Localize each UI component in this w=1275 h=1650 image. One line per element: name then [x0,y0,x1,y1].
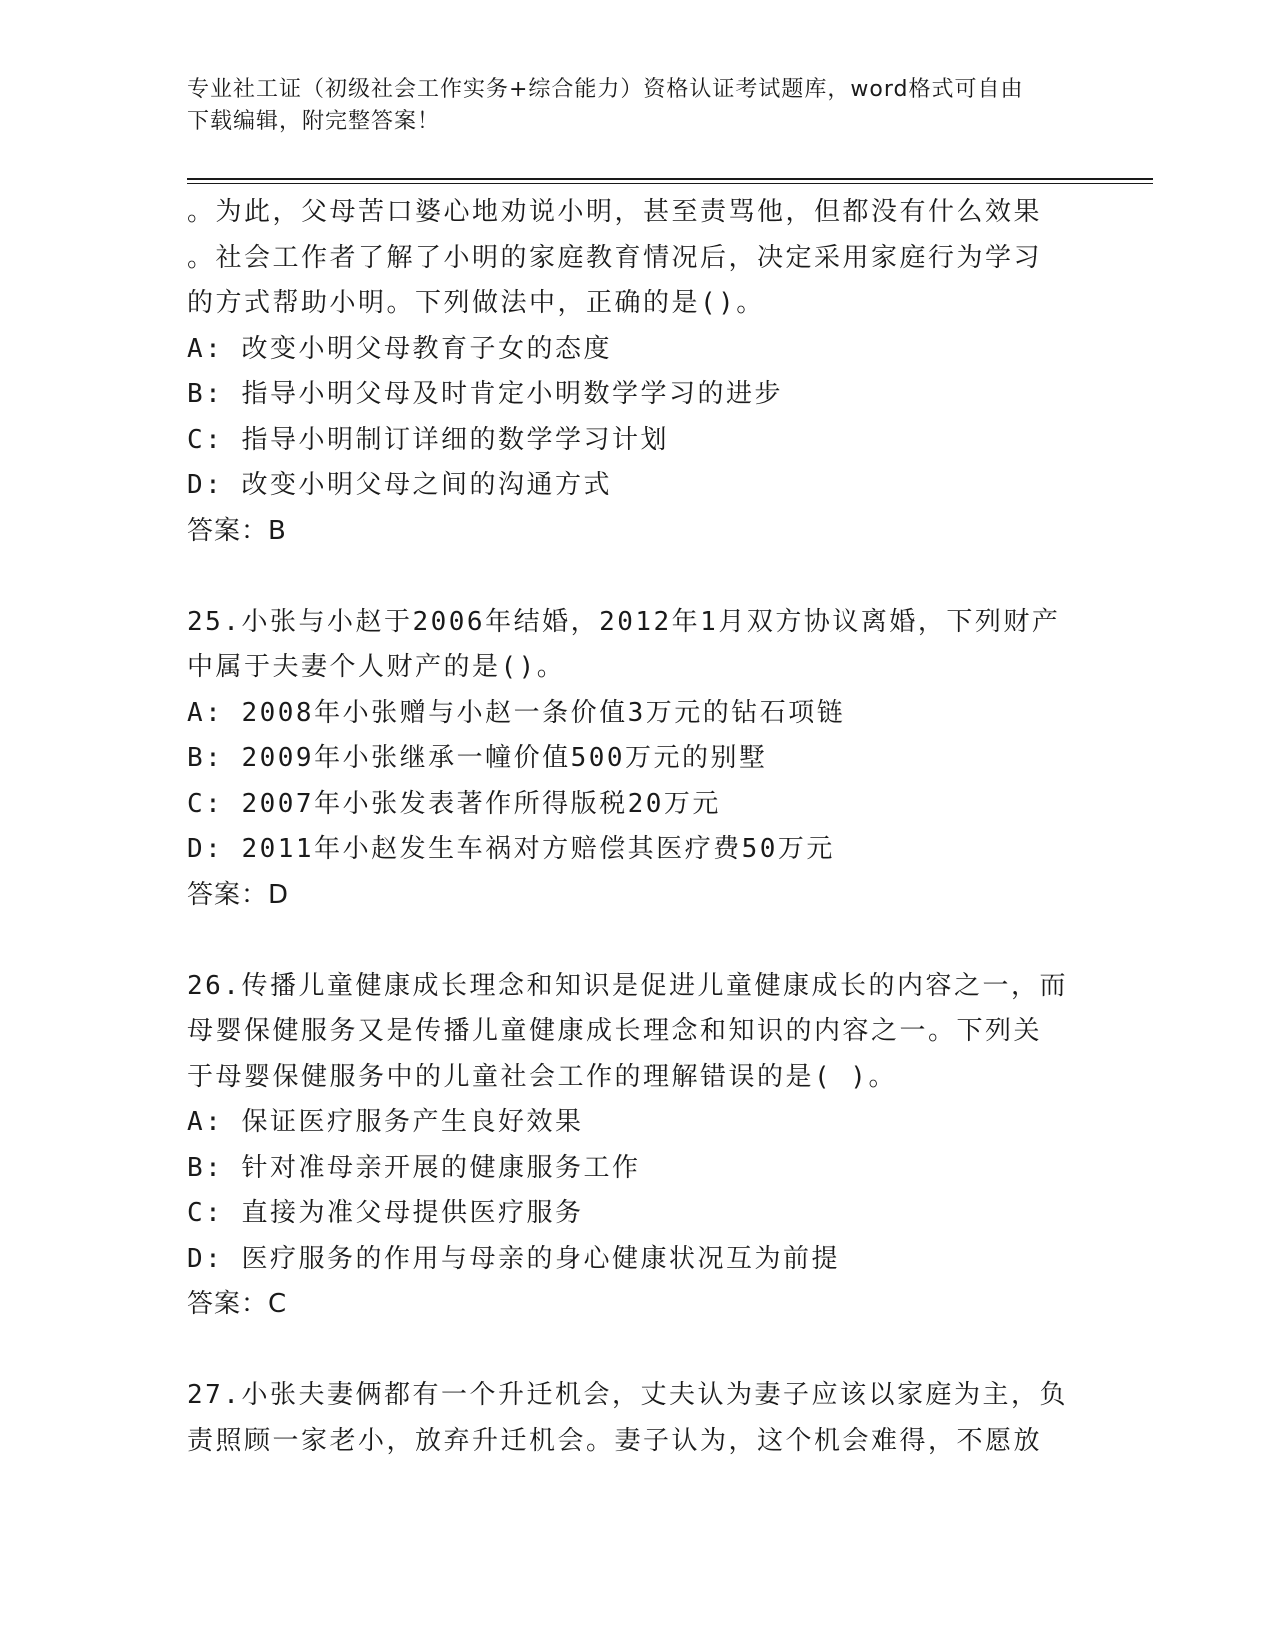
question-24 [187,190,1087,554]
option-c: C: 直接为准父母提供医疗服务 [187,1198,584,1228]
option-a: A: 改变小明父母教育子女的态度 [187,333,612,364]
option-a: A: 2008年小张赠与小赵一条价值3万元的钻石项链 [187,697,846,728]
question-stem-line: 27.小张夫妻俩都有一个升迁机会，丈夫认为妻子应该以家庭为主，负 [187,1380,1068,1410]
option-b: B: 2009年小张继承一幢价值500万元的别墅 [187,743,768,773]
page-header [187,74,1087,138]
question-stem-line: 的方式帮助小明。下列做法中，正确的是()。 [187,288,765,318]
header-line-1: 专业社工证（初级社会工作实务+综合能力）资格认证考试题库，word格式可自由 [187,77,1024,102]
option-b: B: 针对准母亲开展的健康服务工作 [187,1152,641,1183]
answer-line: 答案：C [187,1289,288,1319]
question-stem-line: 母婴保健服务又是传播儿童健康成长理念和知识的内容之一。下列关 [187,1016,1043,1046]
option-d: D: 改变小明父母之间的沟通方式 [187,470,612,500]
option-c: C: 指导小明制订详细的数学学习计划 [187,424,669,455]
question-25 [187,600,1087,919]
question-stem-line: 责照顾一家老小，放弃升迁机会。妻子认为，这个机会难得，不愿放 [187,1425,1043,1456]
header-line-2: 下载编辑，附完整答案！ [187,109,441,134]
question-stem-line: 中属于夫妻个人财产的是()。 [187,652,566,682]
question-26 [187,964,1087,1328]
question-27 [187,1373,1087,1464]
question-stem-line: 于母婴保健服务中的儿童社会工作的理解错误的是( )。 [187,1061,897,1092]
answer-line: 答案：D [187,879,290,910]
option-d: D: 2011年小赵发生车祸对方赔偿其医疗费50万元 [187,834,835,864]
question-stem-line: 。社会工作者了解了小明的家庭教育情况后，决定采用家庭行为学习 [187,242,1043,273]
question-stem-line: 。为此，父母苦口婆心地劝说小明，甚至责骂他，但都没有什么效果 [187,197,1043,227]
option-a: A: 保证医疗服务产生良好效果 [187,1107,584,1137]
answer-line: 答案：B [187,515,287,546]
question-stem-line: 25.小张与小赵于2006年结婚，2012年1月双方协议离婚，下列财产 [187,606,1061,637]
header-rule-thick [187,178,1153,180]
option-b: B: 指导小明父母及时肯定小明数学学习的进步 [187,379,783,409]
header-rule-thin [187,183,1153,184]
question-stem-line: 26.传播儿童健康成长理念和知识是促进儿童健康成长的内容之一，而 [187,970,1068,1001]
question-list [187,190,1087,1464]
option-c: C: 2007年小张发表著作所得版税20万元 [187,788,721,819]
option-d: D: 医疗服务的作用与母亲的身心健康状况互为前提 [187,1243,840,1274]
